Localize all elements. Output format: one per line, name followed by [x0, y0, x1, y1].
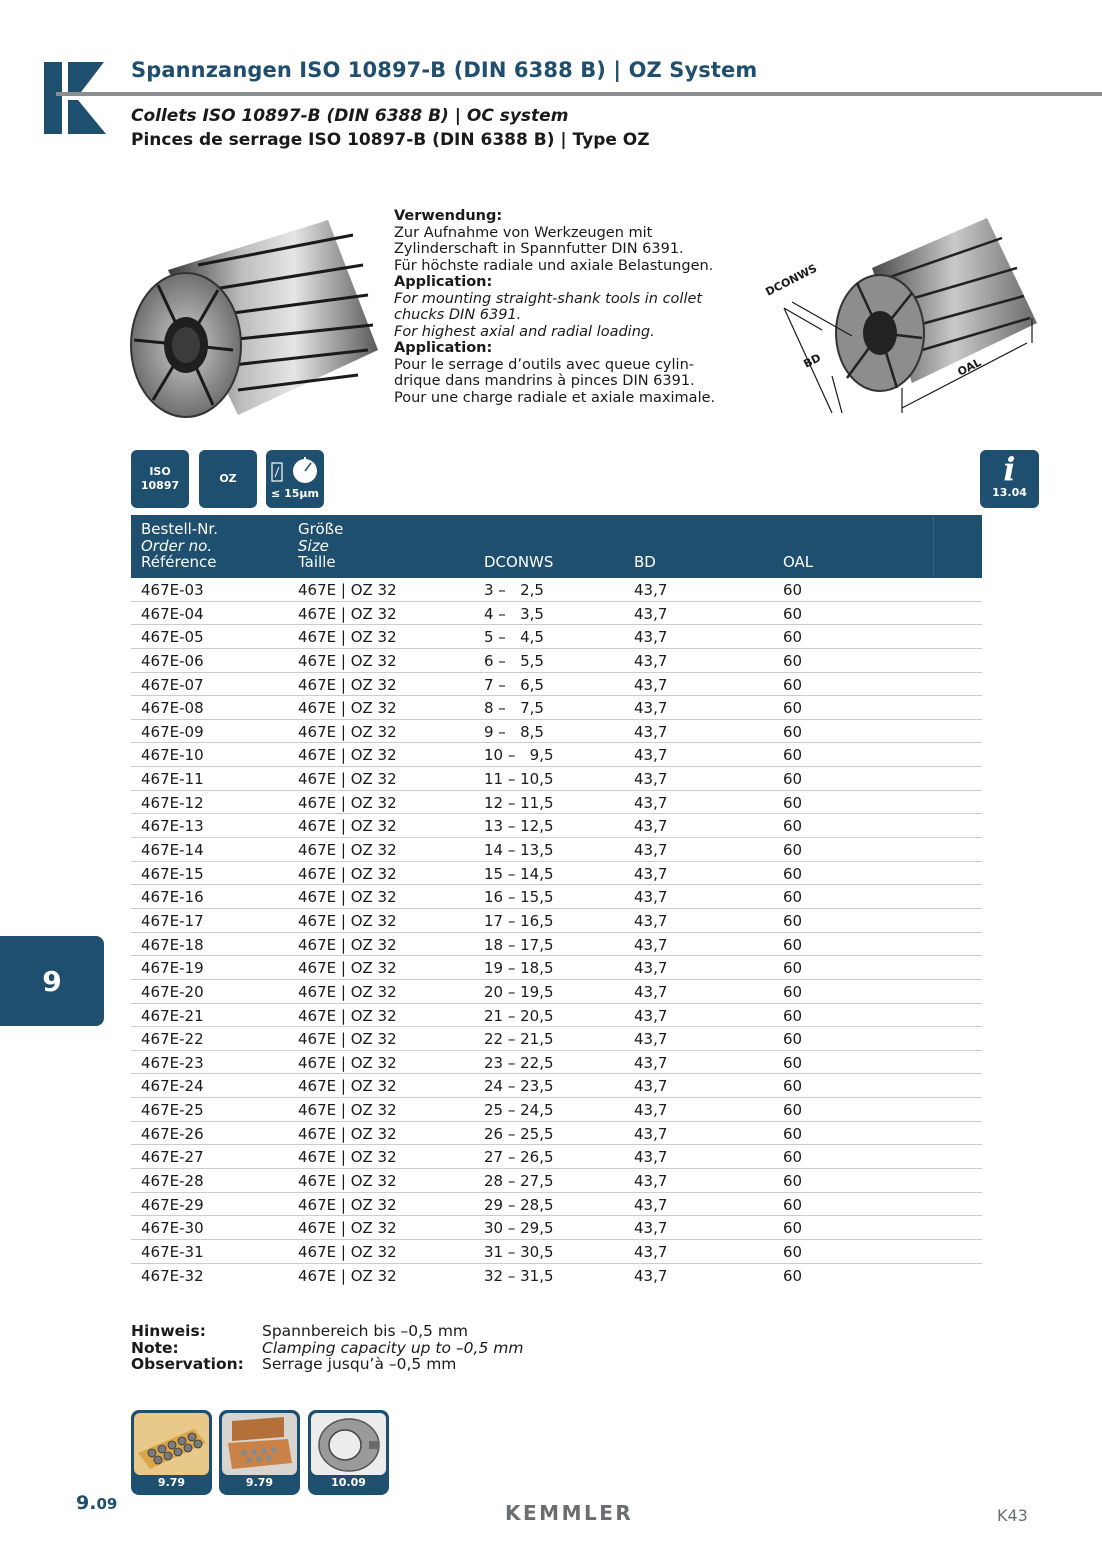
size-cell: 467E | OZ 32: [298, 911, 397, 930]
size-cell: 467E | OZ 32: [298, 1219, 397, 1238]
table-row: [131, 1074, 982, 1098]
table-row: [131, 602, 982, 626]
dconws-cell: 25 – 24,5: [484, 1101, 554, 1120]
iso-standard-badge: [131, 450, 189, 508]
kemmler-k-logo-icon: [44, 62, 106, 134]
usage-description: [394, 208, 715, 406]
oal-cell: 60: [783, 793, 803, 812]
oal-cell: 60: [783, 1053, 803, 1072]
usage-line-de: Zur Aufnahme von Werkzeugen mit: [394, 224, 653, 241]
order-number-cell: 467E-09: [141, 722, 204, 741]
oal-cell: 60: [783, 1219, 803, 1238]
dconws-cell: 32 – 31,5: [484, 1266, 554, 1285]
bd-cell: 43,7: [634, 841, 668, 860]
size-cell: 467E | OZ 32: [298, 1101, 397, 1120]
usage-line-fr: Pour le serrage d’outils avec queue cylin-: [394, 356, 694, 373]
table-row: [131, 980, 982, 1004]
oal-cell: 60: [783, 1172, 803, 1191]
bd-cell: 43,7: [634, 1006, 668, 1025]
order-number-cell: 467E-28: [141, 1172, 204, 1191]
bd-cell: 43,7: [634, 1266, 668, 1285]
dconws-cell: 22 – 21,5: [484, 1030, 554, 1049]
usage-head-fr: Application:: [394, 340, 493, 356]
oz-badge-label: OZ: [219, 472, 237, 485]
table-row: [131, 885, 982, 909]
bd-cell: 43,7: [634, 817, 668, 836]
bd-cell: 43,7: [634, 1077, 668, 1096]
size-cell: 467E | OZ 32: [298, 817, 397, 836]
dconws-cell: 26 – 25,5: [484, 1124, 554, 1143]
oal-cell: 60: [783, 722, 803, 741]
bd-cell: 43,7: [634, 770, 668, 789]
bd-cell: 43,7: [634, 793, 668, 812]
dconws-cell: 18 – 17,5: [484, 935, 554, 954]
order-number-cell: 467E-16: [141, 888, 204, 907]
size-cell: 467E | OZ 32: [298, 1006, 397, 1025]
oal-cell: 60: [783, 911, 803, 930]
bd-cell: 43,7: [634, 699, 668, 718]
order-number-cell: 467E-23: [141, 1053, 204, 1072]
table-row: [131, 1216, 982, 1240]
usage-line-fr: drique dans mandrins à pinces DIN 6391.: [394, 373, 695, 389]
bd-cell: 43,7: [634, 1172, 668, 1191]
order-number-cell: 467E-27: [141, 1148, 204, 1167]
dconws-cell: 11 – 10,5: [484, 770, 554, 789]
bd-cell: 43,7: [634, 1242, 668, 1261]
order-number-cell: 467E-15: [141, 864, 204, 883]
oal-cell: 60: [783, 1124, 803, 1143]
collet-set-tray-icon: [134, 1413, 209, 1475]
oal-cell: 60: [783, 864, 803, 883]
dconws-cell: 7 – 6,5: [484, 675, 544, 694]
table-row: [131, 767, 982, 791]
dconws-cell: 28 – 27,5: [484, 1172, 554, 1191]
oal-cell: 60: [783, 841, 803, 860]
oal-cell: 60: [783, 604, 803, 623]
bd-cell: 43,7: [634, 864, 668, 883]
table-row: [131, 1264, 982, 1288]
size-cell: 467E | OZ 32: [298, 746, 397, 765]
oal-cell: 60: [783, 675, 803, 694]
order-number-cell: 467E-18: [141, 935, 204, 954]
oal-cell: 60: [783, 1242, 803, 1261]
size-cell: 467E | OZ 32: [298, 888, 397, 907]
bd-cell: 43,7: [634, 1195, 668, 1214]
oal-cell: 60: [783, 581, 803, 599]
order-number-cell: 467E-10: [141, 746, 204, 765]
dconws-cell: 21 – 20,5: [484, 1006, 554, 1025]
dconws-cell: 12 – 11,5: [484, 793, 554, 812]
page-title-fr: Pinces de serrage ISO 10897-B (DIN 6388 B) | Type OZ: [131, 130, 650, 150]
bd-cell: 43,7: [634, 959, 668, 978]
oal-cell: 60: [783, 651, 803, 670]
order-number-cell: 467E-20: [141, 982, 204, 1001]
usage-line-de: Zylinderschaft in Spannfutter DIN 6391.: [394, 241, 684, 257]
bd-cell: 43,7: [634, 1148, 668, 1167]
oal-cell: 60: [783, 699, 803, 718]
oz-type-badge: [199, 450, 257, 508]
col-header-order: Bestell-Nr. Order no. Référence: [141, 520, 218, 571]
oal-cell: 60: [783, 817, 803, 836]
table-row: [131, 720, 982, 744]
bd-cell: 43,7: [634, 1101, 668, 1120]
info-reference-badge[interactable]: [980, 450, 1039, 508]
collet-set-wooden-box-icon: [222, 1413, 297, 1475]
dconws-label: DCONWS: [763, 261, 820, 299]
runout-tolerance-label: ≤ 15µm: [271, 487, 319, 500]
size-cell: 467E | OZ 32: [298, 1266, 397, 1285]
note-text-de: Spannbereich bis –0,5 mm: [262, 1322, 469, 1340]
size-cell: 467E | OZ 32: [298, 1172, 397, 1191]
note-label-fr: Observation:: [131, 1355, 244, 1373]
bd-label: BD: [801, 351, 823, 371]
order-number-cell: 467E-17: [141, 911, 204, 930]
table-row: [131, 578, 982, 602]
dial-gauge-icon: [269, 457, 321, 487]
order-number-cell: 467E-26: [141, 1124, 204, 1143]
oal-cell: 60: [783, 1077, 803, 1096]
table-row: [131, 933, 982, 957]
size-cell: 467E | OZ 32: [298, 1148, 397, 1167]
oal-cell: 60: [783, 982, 803, 1001]
oal-cell: 60: [783, 959, 803, 978]
bd-cell: 43,7: [634, 746, 668, 765]
order-number-cell: 467E-29: [141, 1195, 204, 1214]
product-table-header: [131, 515, 982, 578]
bd-cell: 43,7: [634, 888, 668, 907]
size-cell: 467E | OZ 32: [298, 959, 397, 978]
dconws-cell: 17 – 16,5: [484, 911, 554, 930]
bd-cell: 43,7: [634, 722, 668, 741]
chapter-tab[interactable]: 9: [0, 936, 104, 1026]
oal-cell: 60: [783, 1101, 803, 1120]
bd-cell: 43,7: [634, 675, 668, 694]
table-row: [131, 1240, 982, 1264]
dconws-cell: 14 – 13,5: [484, 841, 554, 860]
bd-cell: 43,7: [634, 1219, 668, 1238]
order-number-cell: 467E-07: [141, 675, 204, 694]
order-number-cell: 467E-22: [141, 1030, 204, 1049]
collet-product-photo: [128, 210, 378, 420]
order-number-cell: 467E-21: [141, 1006, 204, 1025]
order-number-cell: 467E-30: [141, 1219, 204, 1238]
header-divider: [933, 515, 934, 578]
size-cell: 467E | OZ 32: [298, 722, 397, 741]
thumb-ref: 9.79: [245, 1476, 274, 1489]
size-cell: 467E | OZ 32: [298, 841, 397, 860]
page-title-de: Spannzangen ISO 10897-B (DIN 6388 B) | OZ System: [131, 58, 758, 82]
table-row: [131, 743, 982, 767]
size-cell: 467E | OZ 32: [298, 770, 397, 789]
order-number-cell: 467E-06: [141, 651, 204, 670]
oal-cell: 60: [783, 1006, 803, 1025]
size-cell: 467E | OZ 32: [298, 935, 397, 954]
dconws-cell: 4 – 3,5: [484, 604, 544, 623]
oal-cell: 60: [783, 1195, 803, 1214]
thumb-ref: 9.79: [157, 1476, 186, 1489]
page-code: K43: [997, 1506, 1028, 1525]
bd-cell: 43,7: [634, 651, 668, 670]
dconws-cell: 6 – 5,5: [484, 651, 544, 670]
dconws-cell: 8 – 7,5: [484, 699, 544, 718]
size-cell: 467E | OZ 32: [298, 628, 397, 647]
size-cell: 467E | OZ 32: [298, 982, 397, 1001]
size-cell: 467E | OZ 32: [298, 675, 397, 694]
table-row: [131, 909, 982, 933]
dconws-cell: 16 – 15,5: [484, 888, 554, 907]
note-text-fr: Serrage jusqu’à –0,5 mm: [262, 1355, 457, 1373]
order-number-cell: 467E-14: [141, 841, 204, 860]
oal-cell: 60: [783, 770, 803, 789]
col-header-dconws: DCONWS: [484, 553, 554, 571]
order-number-cell: 467E-24: [141, 1077, 204, 1096]
oal-cell: 60: [783, 628, 803, 647]
brand-logo-text: KEMMLER: [505, 1501, 634, 1525]
table-row: [131, 1027, 982, 1051]
size-cell: 467E | OZ 32: [298, 604, 397, 623]
order-number-cell: 467E-11: [141, 770, 204, 789]
table-row: [131, 814, 982, 838]
bd-cell: 43,7: [634, 628, 668, 647]
table-row: [131, 649, 982, 673]
dconws-cell: 9 – 8,5: [484, 722, 544, 741]
bd-cell: 43,7: [634, 935, 668, 954]
table-row: [131, 696, 982, 720]
oal-cell: 60: [783, 746, 803, 765]
size-cell: 467E | OZ 32: [298, 1242, 397, 1261]
order-number-cell: 467E-13: [141, 817, 204, 836]
table-row: [131, 673, 982, 697]
col-header-size: Größe Size Taille: [298, 520, 344, 571]
usage-head-de: Verwendung:: [394, 208, 503, 224]
order-number-cell: 467E-32: [141, 1266, 204, 1285]
related-product-collet-wooden-box[interactable]: [219, 1410, 300, 1495]
table-row: [131, 862, 982, 886]
table-row: [131, 791, 982, 815]
size-cell: 467E | OZ 32: [298, 699, 397, 718]
size-cell: 467E | OZ 32: [298, 793, 397, 812]
oal-cell: 60: [783, 1148, 803, 1167]
related-product-clamping-nut[interactable]: [308, 1410, 389, 1495]
bd-cell: 43,7: [634, 581, 668, 599]
thumb-ref: 10.09: [331, 1476, 366, 1489]
bd-cell: 43,7: [634, 604, 668, 623]
dconws-cell: 30 – 29,5: [484, 1219, 554, 1238]
table-row: [131, 838, 982, 862]
table-row: [131, 1051, 982, 1075]
table-row: [131, 1193, 982, 1217]
usage-line-en: For mounting straight-shank tools in collet: [394, 290, 703, 307]
note-label-de: Hinweis:: [131, 1322, 206, 1340]
clamping-nut-icon: [311, 1413, 386, 1475]
header-rule: [56, 92, 1102, 96]
note-label-en: Note:: [131, 1338, 179, 1357]
related-product-collet-set-tray[interactable]: [131, 1410, 212, 1495]
size-cell: 467E | OZ 32: [298, 581, 397, 599]
size-cell: 467E | OZ 32: [298, 1077, 397, 1096]
iso-badge-line2: 10897: [140, 479, 180, 492]
oal-cell: 60: [783, 888, 803, 907]
oal-cell: 60: [783, 935, 803, 954]
order-number-cell: 467E-05: [141, 628, 204, 647]
dconws-cell: 20 – 19,5: [484, 982, 554, 1001]
dconws-cell: 15 – 14,5: [484, 864, 554, 883]
order-number-cell: 467E-08: [141, 699, 204, 718]
bd-cell: 43,7: [634, 1124, 668, 1143]
order-number-cell: 467E-31: [141, 1242, 204, 1261]
usage-line-fr: Pour une charge radiale et axiale maximale.: [394, 389, 716, 406]
iso-badge-line1: ISO: [149, 465, 171, 478]
order-number-cell: 467E-25: [141, 1101, 204, 1120]
size-cell: 467E | OZ 32: [298, 1030, 397, 1049]
table-row: [131, 1122, 982, 1146]
note-text-en: Clamping capacity up to –0,5 mm: [262, 1338, 524, 1357]
oal-cell: 60: [783, 1266, 803, 1285]
table-row: [131, 1004, 982, 1028]
info-icon: i: [1003, 450, 1016, 488]
dconws-cell: 24 – 23,5: [484, 1077, 554, 1096]
section-page-number: 9.09: [76, 1492, 118, 1514]
collet-dimension-drawing: [762, 208, 1052, 423]
usage-line-en: For highest axial and radial loading.: [394, 323, 655, 340]
col-header-oal: OAL: [783, 553, 814, 571]
page-title-en: Collets ISO 10897-B (DIN 6388 B) | OC system: [131, 106, 569, 126]
table-row: [131, 1169, 982, 1193]
bd-cell: 43,7: [634, 1053, 668, 1072]
bd-cell: 43,7: [634, 911, 668, 930]
order-number-cell: 467E-04: [141, 604, 204, 623]
order-number-cell: 467E-03: [141, 581, 204, 599]
bd-cell: 43,7: [634, 982, 668, 1001]
dconws-cell: 10 – 9,5: [484, 746, 554, 765]
usage-head-en: Application:: [394, 274, 493, 290]
dconws-cell: 27 – 26,5: [484, 1148, 554, 1167]
dconws-cell: 3 – 2,5: [484, 581, 544, 599]
dconws-cell: 29 – 28,5: [484, 1195, 554, 1214]
dconws-cell: 5 – 4,5: [484, 628, 544, 647]
runout-accuracy-badge: [266, 450, 324, 508]
size-cell: 467E | OZ 32: [298, 864, 397, 883]
dconws-cell: 13 – 12,5: [484, 817, 554, 836]
dconws-cell: 31 – 30,5: [484, 1242, 554, 1261]
usage-line-de: Für höchste radiale und axiale Belastungen.: [394, 257, 714, 274]
oal-cell: 60: [783, 1030, 803, 1049]
bd-cell: 43,7: [634, 1030, 668, 1049]
size-cell: 467E | OZ 32: [298, 1124, 397, 1143]
product-table-body: [131, 578, 982, 1287]
table-row: [131, 956, 982, 980]
size-cell: 467E | OZ 32: [298, 1195, 397, 1214]
order-number-cell: 467E-19: [141, 959, 204, 978]
oal-label: OAL: [955, 355, 984, 379]
dconws-cell: 23 – 22,5: [484, 1053, 554, 1072]
size-cell: 467E | OZ 32: [298, 651, 397, 670]
order-number-cell: 467E-12: [141, 793, 204, 812]
size-cell: 467E | OZ 32: [298, 1053, 397, 1072]
usage-line-en: chucks DIN 6391.: [394, 307, 522, 323]
dconws-cell: 19 – 18,5: [484, 959, 554, 978]
col-header-bd: BD: [634, 553, 656, 571]
table-row: [131, 1145, 982, 1169]
info-page-ref: 13.04: [992, 486, 1027, 499]
table-row: [131, 1098, 982, 1122]
table-row: [131, 625, 982, 649]
